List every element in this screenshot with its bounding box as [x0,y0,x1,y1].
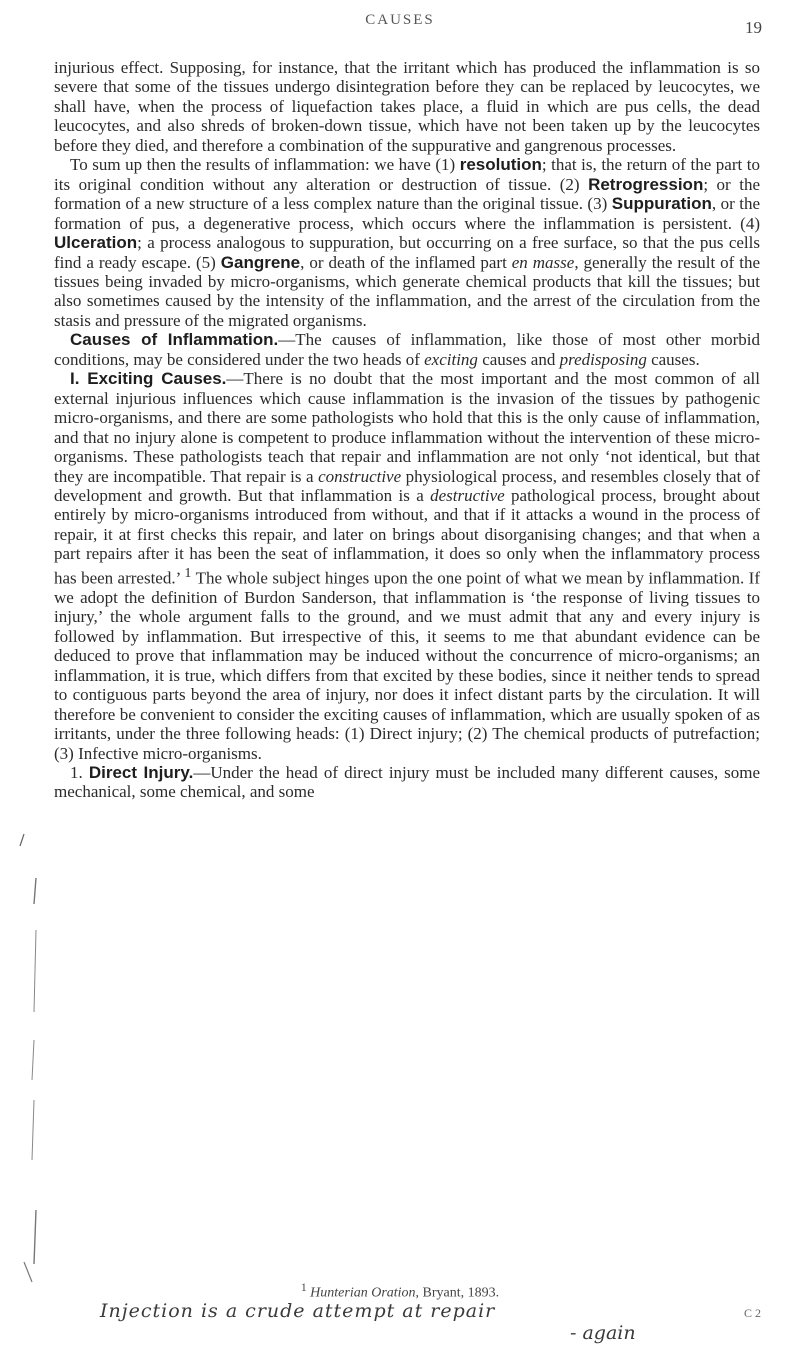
body-text [54,58,760,802]
text-run: 1. [70,762,89,782]
text-run: , generally the result of the tissues being invaded by micro-organisms, which generate chemical products that kill the tissues; but also sometimes caused by the intensity of the inflammation, and the arrest of the circulation from the stasis and pressure of the migrated organisms. [54,252,760,330]
paragraph [54,155,760,330]
footnote-source: Hunterian Oration [310,1285,416,1301]
text-run: —Under the head of direct injury must be included many different causes, some mechanical, some chemical, and some [54,762,761,802]
text-run: —The causes of inflammation, like those of most other morbid conditions, may be considered under the two heads of [54,330,761,369]
italic-term: constructive [318,466,402,486]
paragraph [54,763,760,802]
bold-term: I. Exciting Causes. [70,369,227,389]
bold-term: Retrogression [588,174,704,194]
footnote-ref: 1 [184,564,192,581]
text-run: causes. [646,349,700,369]
paragraph [54,58,760,155]
paragraph [54,369,760,763]
bold-term: Ulceration [54,233,138,253]
footnote-marker: 1 [300,1281,307,1294]
bold-term: Causes of Inflammation. [70,330,279,350]
text-run: causes and [477,349,560,369]
footnote-rest: , Bryant, 1893. [415,1285,500,1301]
bold-term: Direct Injury. [88,762,194,782]
bold-term: resolution [459,155,542,175]
handwriting-line-1: Injection is a crude attempt at repair [100,1300,496,1322]
footnote [0,1281,800,1302]
bold-term: Gangrene [220,252,301,272]
text-run: To sum up then the results of inflammation: we have (1) [70,155,460,175]
text-run: physiological process, and resembles closely that of development and growth. But that inflammation is a [54,466,760,505]
text-run: injurious effect. Supposing, for instance, that the irritant which has produced the inflammation is so severe that some of the tissues undergo disintegration before they can be replaced by leucocytes, we shall have, when the process of liquefaction takes place, a fluid in which are pus cells, the dead leucocytes, and also shreds of broken-down tissue, which have not been taken up by the leucocytes before they died, and therefore a combination of the suppurative and gangrenous processes. [54,58,760,155]
handwritten-annotation [100,1300,700,1344]
bold-term: Suppuration [611,194,712,214]
paragraph [54,330,760,369]
margin-pencil-marks [0,0,60,1350]
text-run: ; or the formation of a new structure of a less complex nature than the original tissue. (3) [54,174,760,214]
text-run: , or death of the inflamed part [300,252,512,272]
italic-term: en masse [511,252,575,272]
margin-marks-drawing [0,0,60,1350]
italic-term: predisposing [559,349,647,369]
page-number: 19 [745,18,762,37]
text-run: pathological process, brought about entirely by micro-organisms introduced from without, and that if it attacks a wound in the process of repair, it at first checks this repair, and later on brings about disorganising changes; and that when a part repairs after it has been the seat of inflammation, it does so only when the inflammatory process has been arrested.’ [54,485,760,588]
text-run: —There is no doubt that the most important and the most common of all external injurious influences which cause inflammation is the invasion of the tissues by pathogenic micro-organisms, and there are some pathologists who hold that this is the only cause of inflammation, and that no injury alone is competent to produce inflammation without the intervention of these micro-organisms. These pathologists teach that repair and inflammation are not only ‘not identical, but that they are incompatible. That repair is a [54,369,760,486]
italic-term: exciting [424,349,478,369]
italic-term: destructive [430,485,505,505]
text-run: , or the formation of pus, a degenerative process, which occurs where the inflammation is persistent. (4) [54,194,760,233]
text-run: The whole subject hinges upon the one point of what we mean by inflammation. If we adopt the definition of Burdon Sanderson, that inflammation is ‘the response of living tissues to injury,’ the whole argument falls to the ground, and we must admit that any and every injury is followed by inflammation. But irrespective of this, it seems to me that abundant evidence can be deduced to prove that inflammation may be induced without the concurrence of micro-organisms; an inflammation, it is true, which differs from that excited by these bodies, since it neither tends to spread to contiguous parts beyond the area of injury, nor does it infect distant parts by the circulation. It will therefore be convenient to consider the exciting causes of inflammation, which are usually spoken of as irritants, under the three following heads: (1) Direct injury; (2) The chemical products of putrefaction; (3) Infective micro-organisms. [54,568,760,763]
text-run: ; a process analogous to suppuration, but occurring on a free surface, so that the pus cells find a ready escape. (5) [54,233,760,272]
text-run: ; that is, the return of the part to its original condition without any alteration or destruction of tissue. (2) [54,155,761,194]
signature-mark: C 2 [744,1306,762,1320]
handwriting-line-2: - again [570,1322,636,1344]
running-head: CAUSES [365,12,435,28]
